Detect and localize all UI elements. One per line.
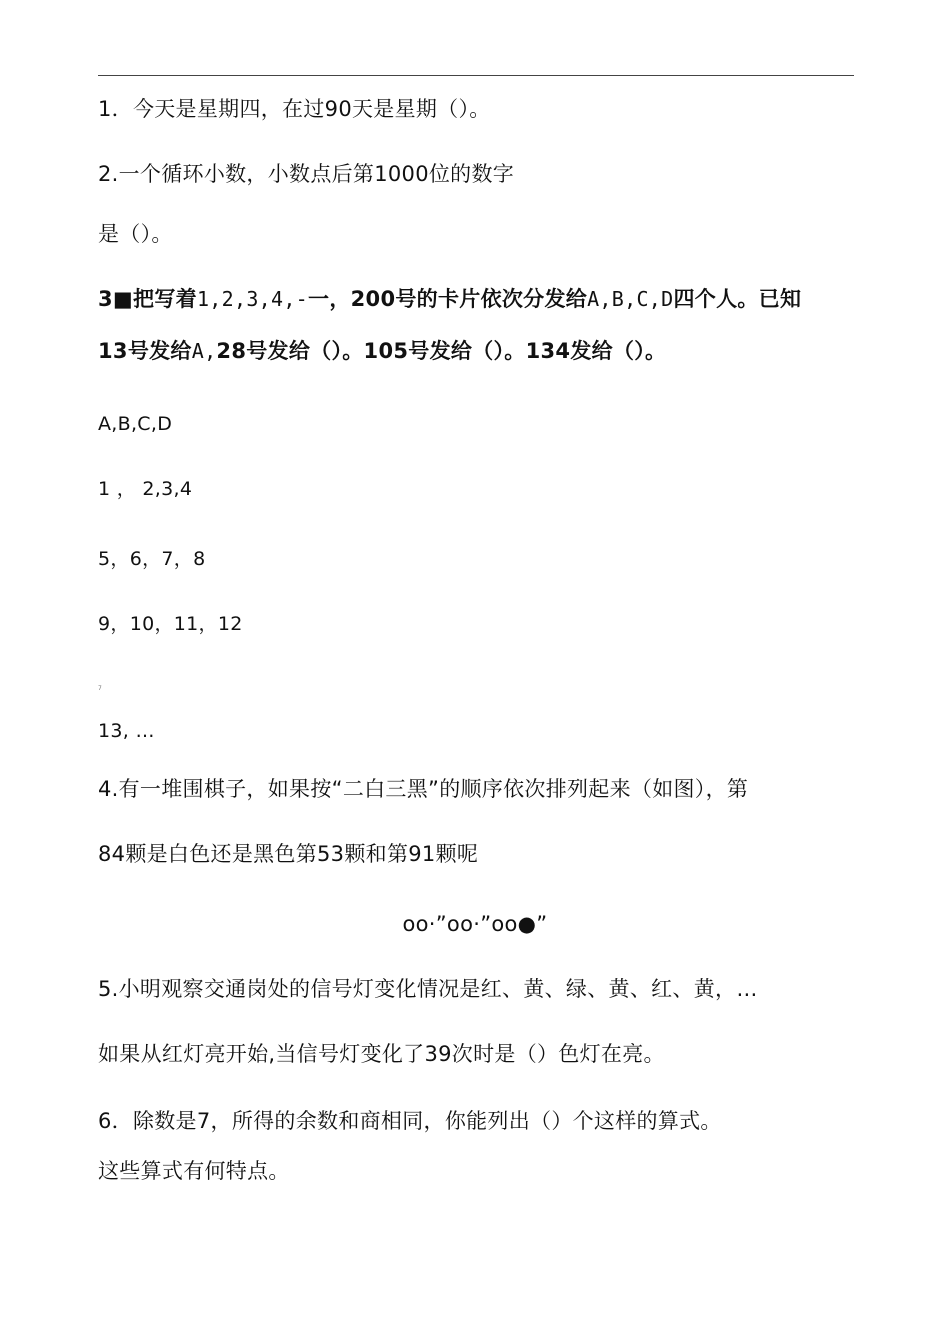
question-6-line-1: 6．除数是7，所得的余数和商相同，你能列出（）个这样的算式。 [98,1109,722,1133]
q3-table-row-2: 5，6，7，8 [98,548,206,570]
q3-line2-c: 28号发给（）。105号发给（）。134发给（）。 [216,339,667,363]
question-3-line-1 [98,285,801,313]
q3-suffix: 四个人。已知 [673,287,802,311]
q3-line2-b: A, [191,339,217,363]
question-2-line-1: 2.一个循环小数，小数点后第1000位的数字 [98,162,515,186]
q3-middle: 一，200号的卡片依次分发给 [308,287,588,311]
question-1: 1．今天是星期四，在过90天是星期（）。 [98,97,491,121]
question-5-line-1: 5.小明观察交通岗处的信号灯变化情况是红、黄、绿、黄、红、黄，… [98,977,758,1001]
question-3-line-2 [98,337,666,365]
header-rule [98,75,854,76]
question-4-line-1: 4.有一堆围棋子，如果按“二白三黑”的顺序依次排列起来（如图），第 [98,777,749,801]
q3-table-row-3: 9，10，11，12 [98,613,243,635]
q3-table-header: A,B,C,D [98,413,173,435]
q3-tiny-mark: 7 [98,685,103,692]
q3-people: A,B,C,D [587,287,674,311]
question-6-line-2: 这些算式有何特点。 [98,1159,290,1183]
question-5-line-2: 如果从红灯亮开始,当信号灯变化了39次时是（）色灯在亮。 [98,1042,665,1066]
q3-sequence: 1,2,3,4,- [196,287,309,311]
question-2-line-2: 是（）。 [98,222,173,246]
q3-table-row-1: 1 ， 2,3,4 [98,478,193,500]
q3-table-row-4: 13, … [98,720,155,742]
question-4-line-2: 84颗是白色还是黑色第53颗和第91颗呢 [98,842,479,866]
q3-prefix: 3■把写着 [98,287,197,311]
q3-line2-a: 13号发给 [98,339,192,363]
stone-pattern: oo·”oo·”oo●” [402,912,548,936]
